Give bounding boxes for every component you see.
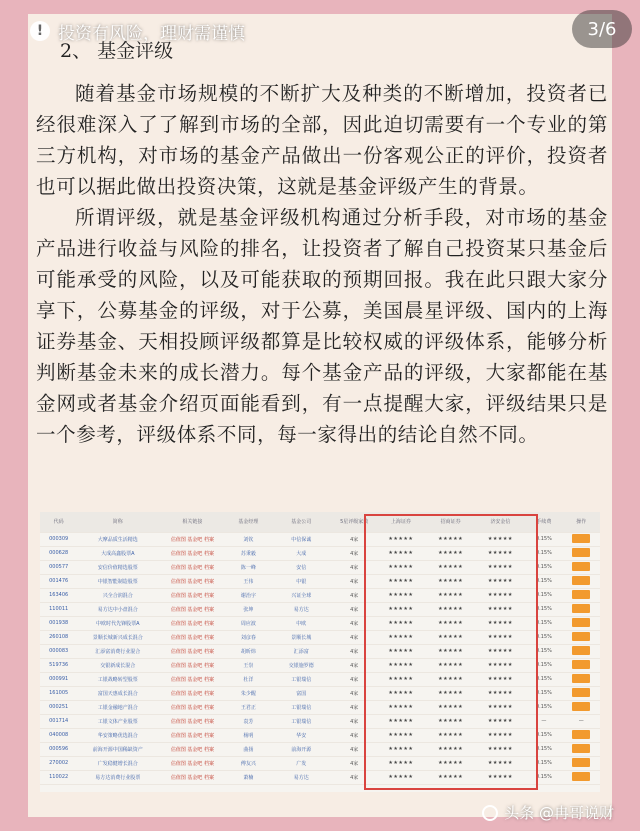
watermark-text: 头条 @冉哥说财	[504, 804, 614, 822]
table-cell: ★★★★★	[376, 546, 426, 560]
table-cell: ★★★★★	[476, 546, 526, 560]
table-cell[interactable]: 景顺长城	[270, 630, 332, 644]
table-cell: ★★★★★	[476, 672, 526, 686]
table-cell: ★★★★★	[426, 560, 476, 574]
table-cell: 0.15%	[525, 532, 562, 546]
table-cell: 0.15%	[525, 756, 562, 770]
table-cell[interactable]: 易方达	[270, 770, 332, 784]
table-cell[interactable]: 中银	[270, 574, 332, 588]
table-cell[interactable]: 260108	[40, 630, 77, 644]
table-cell[interactable]: 景顺长城新兴成长混合	[77, 630, 158, 644]
table-cell[interactable]: 估值图 基金吧 档案	[158, 546, 226, 560]
table-cell: 4家	[332, 714, 376, 728]
table-cell: 0.15%	[525, 686, 562, 700]
table-cell[interactable]: 估值图 基金吧 档案	[158, 728, 226, 742]
table-cell: ★★★★★	[426, 700, 476, 714]
column-header[interactable]: 操作	[563, 512, 600, 532]
table-cell[interactable]: 163406	[40, 588, 77, 602]
table-cell: ★★★★★	[376, 756, 426, 770]
table-cell[interactable]: 001714	[40, 714, 77, 728]
table-cell[interactable]: 富国天惠成长混合	[77, 686, 158, 700]
table-cell: —	[525, 714, 562, 728]
table-cell: 4家	[332, 532, 376, 546]
table-cell[interactable]: 估值图 基金吧 档案	[158, 700, 226, 714]
table-cell[interactable]: 汇添富消费行业混合	[77, 644, 158, 658]
table-cell: 0.15%	[525, 700, 562, 714]
table-cell: 0.15%	[525, 658, 562, 672]
table-cell[interactable]: 估值图 基金吧 档案	[158, 588, 226, 602]
column-header[interactable]: 相关链接	[158, 512, 226, 532]
table-cell: 王君正	[227, 700, 271, 714]
table-cell: ★★★★★	[376, 630, 426, 644]
table-cell[interactable]	[563, 602, 600, 616]
table-cell[interactable]	[563, 532, 600, 546]
table-cell: 0.15%	[525, 644, 562, 658]
table-cell[interactable]: 估值图 基金吧 档案	[158, 560, 226, 574]
table-cell[interactable]	[563, 560, 600, 574]
table-cell: 王崇	[227, 658, 271, 672]
buy-button[interactable]	[572, 604, 590, 613]
table-cell: ★★★★★	[426, 714, 476, 728]
table-cell: 4家	[332, 700, 376, 714]
buy-button[interactable]	[572, 688, 590, 697]
table-cell[interactable]: 中信保诚	[270, 532, 332, 546]
table-cell[interactable]: 前海开源中国稀缺资产	[77, 742, 158, 756]
table-cell: 0.15%	[525, 770, 562, 784]
buy-button[interactable]	[572, 702, 590, 711]
risk-warning-text: 投资有风险，理财需谨慎	[58, 23, 245, 44]
table-cell: 4家	[332, 616, 376, 630]
table-cell: ★★★★★	[426, 756, 476, 770]
table-cell[interactable]: 估值图 基金吧 档案	[158, 658, 226, 672]
table-cell: 胡昕炜	[227, 644, 271, 658]
table-cell: 4家	[332, 686, 376, 700]
table-cell: ★★★★★	[426, 630, 476, 644]
table-cell: 4家	[332, 756, 376, 770]
watermark	[482, 802, 614, 823]
table-cell: 朱少醒	[227, 686, 271, 700]
table-cell: ★★★★★	[476, 560, 526, 574]
table-cell: 0.15%	[525, 546, 562, 560]
table-cell[interactable]: 161005	[40, 686, 77, 700]
table-cell[interactable]	[563, 742, 600, 756]
table-cell[interactable]: 安信价值精选股票	[77, 560, 158, 574]
table-cell[interactable]: 华安	[270, 728, 332, 742]
table-cell: 4家	[332, 644, 376, 658]
table-cell[interactable]: 兴全合润混合	[77, 588, 158, 602]
table-cell: ★★★★★	[426, 658, 476, 672]
table-cell: ★★★★★	[376, 742, 426, 756]
table-cell: 0.15%	[525, 574, 562, 588]
buy-button[interactable]	[572, 576, 590, 585]
table-cell[interactable]: 估值图 基金吧 档案	[158, 616, 226, 630]
table-cell[interactable]: 工银文体产业股票	[77, 714, 158, 728]
paragraph-1: 随着基金市场规模的不断扩大及种类的不断增加，投资者已经很难深入了了解到市场的全部，因此迫切需要有一个专业的第三方机构，对市场的基金产品做出一份客观公正的评价，投资者也可以据此做出投资决策，这就是基金评级产生的背景。	[36, 82, 608, 198]
table-cell: ★★★★★	[376, 658, 426, 672]
buy-button[interactable]	[572, 730, 590, 739]
table-cell[interactable]: 001938	[40, 616, 77, 630]
table-cell: 刘钦	[227, 532, 271, 546]
column-header[interactable]: 基金经理	[227, 512, 271, 532]
rating-columns-highlight	[364, 514, 538, 790]
table-cell[interactable]: 大摩品质生活精选	[77, 532, 158, 546]
table-cell: 4家	[332, 602, 376, 616]
table-cell[interactable]	[563, 700, 600, 714]
buy-button[interactable]	[572, 674, 590, 683]
buy-button[interactable]	[572, 562, 590, 571]
table-cell: ★★★★★	[376, 728, 426, 742]
table-cell: ★★★★★	[476, 714, 526, 728]
table-cell: 0.15%	[525, 602, 562, 616]
table-cell[interactable]: 估值图 基金吧 档案	[158, 532, 226, 546]
table-cell: ★★★★★	[426, 672, 476, 686]
table-cell: 4家	[332, 588, 376, 602]
table-cell: ★★★★★	[376, 574, 426, 588]
table-cell: 0.15%	[525, 616, 562, 630]
table-cell[interactable]: 估值图 基金吧 档案	[158, 686, 226, 700]
page-counter[interactable]: 3/6	[572, 10, 632, 48]
table-cell: 袁芳	[227, 714, 271, 728]
buy-button[interactable]	[572, 660, 590, 669]
table-cell[interactable]: 110011	[40, 602, 77, 616]
table-cell: 4家	[332, 560, 376, 574]
table-cell: ★★★★★	[376, 644, 426, 658]
table-cell[interactable]	[563, 546, 600, 560]
table-cell[interactable]: 中欧时代先锋股票A	[77, 616, 158, 630]
table-cell: ★★★★★	[426, 728, 476, 742]
table-cell[interactable]	[563, 672, 600, 686]
table-cell: ★★★★★	[476, 686, 526, 700]
table-cell[interactable]: 易方达	[270, 602, 332, 616]
table-cell[interactable]: 001476	[40, 574, 77, 588]
table-cell[interactable]: 000596	[40, 742, 77, 756]
table-cell: 萧楠	[227, 770, 271, 784]
table-cell: 4家	[332, 630, 376, 644]
table-cell: ★★★★★	[376, 672, 426, 686]
buy-button[interactable]	[572, 632, 590, 641]
table-cell[interactable]: 估值图 基金吧 档案	[158, 742, 226, 756]
table-cell[interactable]: 易方达消费行业股票	[77, 770, 158, 784]
table-cell[interactable]: 估值图 基金吧 档案	[158, 756, 226, 770]
buy-button[interactable]	[572, 758, 590, 767]
table-cell: ★★★★★	[476, 532, 526, 546]
buy-button[interactable]	[572, 534, 590, 543]
table-cell[interactable]	[563, 588, 600, 602]
table-cell: 4家	[332, 770, 376, 784]
table-cell[interactable]	[563, 616, 600, 630]
column-header[interactable]: 代码	[40, 512, 77, 532]
table-cell: 4家	[332, 546, 376, 560]
table-cell: ★★★★★	[426, 770, 476, 784]
table-cell: 杜洋	[227, 672, 271, 686]
table-cell[interactable]: 000083	[40, 644, 77, 658]
section-heading: 2、 基金评级	[60, 40, 174, 62]
table-cell[interactable]: 广发稳健增长混合	[77, 756, 158, 770]
table-cell[interactable]	[563, 658, 600, 672]
table-cell: ★★★★★	[476, 616, 526, 630]
table-cell: 谢治宇	[227, 588, 271, 602]
table-cell: 4家	[332, 728, 376, 742]
table-cell: 周应波	[227, 616, 271, 630]
table-cell[interactable]: 040008	[40, 728, 77, 742]
table-cell[interactable]: 工银战略转型股票	[77, 672, 158, 686]
table-cell: 0.15%	[525, 742, 562, 756]
table-cell[interactable]	[563, 756, 600, 770]
table-cell: ★★★★★	[376, 714, 426, 728]
table-cell: 张坤	[227, 602, 271, 616]
table-cell: ★★★★★	[376, 588, 426, 602]
table-cell[interactable]: 估值图 基金吧 档案	[158, 770, 226, 784]
table-cell[interactable]: 中银智能制造股票	[77, 574, 158, 588]
table-cell: ★★★★★	[476, 756, 526, 770]
table-cell: 傅友兴	[227, 756, 271, 770]
table-cell: 0.15%	[525, 630, 562, 644]
table-cell: 0.15%	[525, 588, 562, 602]
table-cell: 曲扬	[227, 742, 271, 756]
table-cell: 刘彦春	[227, 630, 271, 644]
table-cell[interactable]: 估值图 基金吧 档案	[158, 714, 226, 728]
table-cell[interactable]	[563, 630, 600, 644]
table-cell: ★★★★★	[476, 742, 526, 756]
table-cell[interactable]: 广发	[270, 756, 332, 770]
table-cell: ★★★★★	[426, 588, 476, 602]
table-cell: ★★★★★	[476, 644, 526, 658]
table-cell[interactable]: 安信	[270, 560, 332, 574]
buy-button[interactable]	[572, 590, 590, 599]
table-cell[interactable]: 交银新成长混合	[77, 658, 158, 672]
column-header[interactable]: 基金公司	[270, 512, 332, 532]
column-header[interactable]: 简称	[77, 512, 158, 532]
table-cell: 杨明	[227, 728, 271, 742]
table-cell: ★★★★★	[426, 686, 476, 700]
table-cell: ★★★★★	[476, 770, 526, 784]
table-cell: ★★★★★	[376, 700, 426, 714]
paragraph-2: 所谓评级，就是基金评级机构通过分析手段，对市场的基金产品进行收益与风险的排名，让投资者了解自己投资某只基金后可能承受的风险，以及可能获取的预期回报。我在此只跟大家分享下，公募基金的评级，对于公募，美国晨星评级、国内的上海证券基金、天相投顾评级都算是比较权威的评级体系，能够分析判断基金未来的成长潜力。每个基金产品的评级，大家都能在基金网或者基金介绍页面能看到，有一点提醒大家，评级结果只是一个参考，评级体系不同，每一家得出的结论自然不同。	[36, 206, 608, 446]
table-cell[interactable]: 工银金融地产混合	[77, 700, 158, 714]
table-cell[interactable]	[563, 644, 600, 658]
table-cell[interactable]	[563, 574, 600, 588]
article-body	[36, 34, 608, 450]
table-cell[interactable]: 易方达中小盘混合	[77, 602, 158, 616]
table-cell: ★★★★★	[426, 616, 476, 630]
table-cell: 4家	[332, 742, 376, 756]
table-cell[interactable]: 110022	[40, 770, 77, 784]
table-cell: ★★★★★	[376, 686, 426, 700]
table-cell[interactable]: 大成高鑫股票A	[77, 546, 158, 560]
table-cell[interactable]	[563, 770, 600, 784]
table-cell[interactable]: 前海开源	[270, 742, 332, 756]
table-cell: ★★★★★	[376, 560, 426, 574]
table-cell[interactable]	[563, 728, 600, 742]
table-cell: ★★★★★	[476, 602, 526, 616]
table-cell: 0.15%	[525, 728, 562, 742]
table-cell: ★★★★★	[476, 728, 526, 742]
table-cell[interactable]: —	[563, 714, 600, 728]
table-cell[interactable]: 兴证全球	[270, 588, 332, 602]
buy-button[interactable]	[572, 618, 590, 627]
buy-button[interactable]	[572, 772, 590, 781]
column-header[interactable]: 5星评级家数	[332, 512, 376, 532]
table-cell: 4家	[332, 672, 376, 686]
table-cell[interactable]: 估值图 基金吧 档案	[158, 630, 226, 644]
watermark-logo-icon	[482, 805, 498, 821]
table-cell: ★★★★★	[476, 658, 526, 672]
table-cell: ★★★★★	[426, 644, 476, 658]
table-cell: ★★★★★	[376, 616, 426, 630]
table-cell: ★★★★★	[426, 532, 476, 546]
table-cell[interactable]: 270002	[40, 756, 77, 770]
table-cell[interactable]: 工银瑞信	[270, 700, 332, 714]
warning-icon: !	[30, 21, 50, 41]
table-cell[interactable]: 交银施罗德	[270, 658, 332, 672]
table-cell: 0.15%	[525, 672, 562, 686]
table-cell: 陈一峰	[227, 560, 271, 574]
table-cell[interactable]: 519736	[40, 658, 77, 672]
table-cell[interactable]: 富国	[270, 686, 332, 700]
table-cell: ★★★★★	[426, 546, 476, 560]
table-cell[interactable]	[563, 686, 600, 700]
table-cell: 4家	[332, 574, 376, 588]
column-header[interactable]: 手续费	[525, 512, 562, 532]
table-cell[interactable]: 华安策略优选混合	[77, 728, 158, 742]
table-cell: ★★★★★	[476, 574, 526, 588]
table-cell[interactable]: 000991	[40, 672, 77, 686]
table-cell[interactable]: 000628	[40, 546, 77, 560]
table-cell[interactable]: 000251	[40, 700, 77, 714]
table-cell[interactable]: 大成	[270, 546, 332, 560]
table-cell: ★★★★★	[426, 742, 476, 756]
table-cell[interactable]: 估值图 基金吧 档案	[158, 574, 226, 588]
buy-button[interactable]	[572, 548, 590, 557]
table-cell: ★★★★★	[476, 700, 526, 714]
table-cell: ★★★★★	[476, 588, 526, 602]
table-cell: ★★★★★	[476, 630, 526, 644]
table-cell[interactable]: 000577	[40, 560, 77, 574]
table-cell: ★★★★★	[376, 770, 426, 784]
column-header[interactable]: 上海证券	[376, 512, 426, 532]
table-cell: 4家	[332, 658, 376, 672]
buy-button[interactable]	[572, 744, 590, 753]
table-cell[interactable]: 汇添富	[270, 644, 332, 658]
table-cell: 苏秉毅	[227, 546, 271, 560]
table-cell: ★★★★★	[426, 574, 476, 588]
table-cell[interactable]: 000309	[40, 532, 77, 546]
table-cell[interactable]: 估值图 基金吧 档案	[158, 644, 226, 658]
buy-button[interactable]	[572, 646, 590, 655]
table-cell[interactable]: 中欧	[270, 616, 332, 630]
table-cell[interactable]: 估值图 基金吧 档案	[158, 672, 226, 686]
table-cell: ★★★★★	[376, 602, 426, 616]
column-header[interactable]: 招商证券	[426, 512, 476, 532]
table-cell: 0.15%	[525, 560, 562, 574]
table-cell: ★★★★★	[376, 532, 426, 546]
table-cell: ★★★★★	[426, 602, 476, 616]
table-cell[interactable]: 工银瑞信	[270, 672, 332, 686]
table-cell[interactable]: 估值图 基金吧 档案	[158, 602, 226, 616]
column-header[interactable]: 济安金信	[476, 512, 526, 532]
table-cell[interactable]: 工银瑞信	[270, 714, 332, 728]
table-cell: 王伟	[227, 574, 271, 588]
